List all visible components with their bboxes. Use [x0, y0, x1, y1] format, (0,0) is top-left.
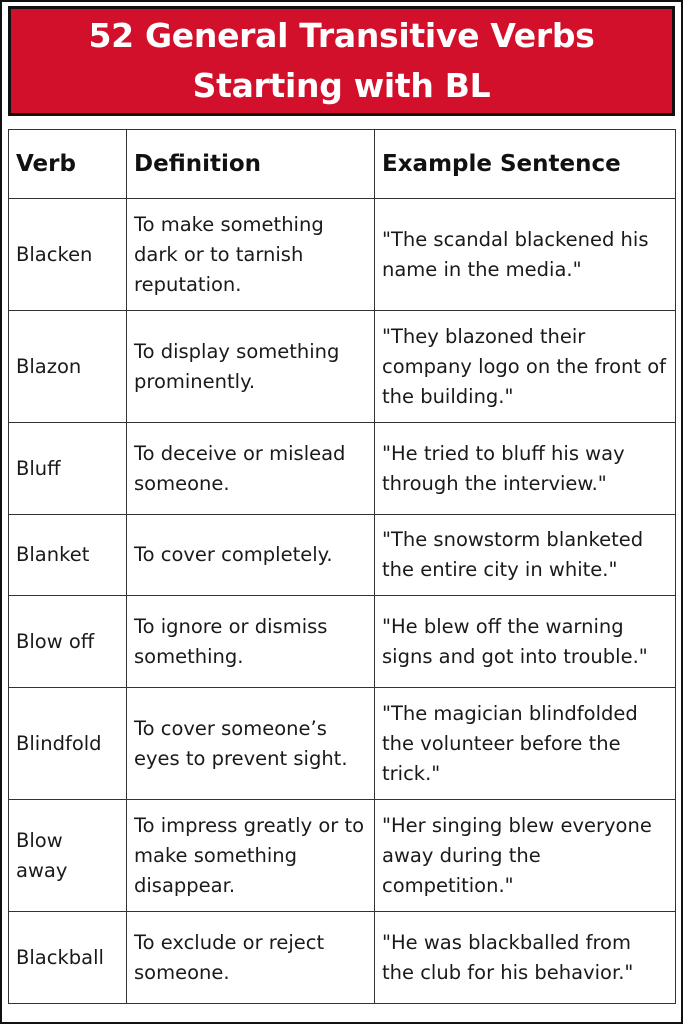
table-row — [9, 515, 676, 596]
table-row — [9, 912, 676, 1004]
verb-cell: Blackball — [9, 912, 127, 1004]
definition-cell: To display something prominently. — [127, 311, 375, 423]
table-row — [9, 800, 676, 912]
example-cell: "The snowstorm blanketed the entire city in white." — [375, 515, 676, 596]
verb-cell: Blindfold — [9, 688, 127, 800]
verb-cell: Blazon — [9, 311, 127, 423]
table-row — [9, 199, 676, 311]
example-cell: "Her singing blew everyone away during the competition." — [375, 800, 676, 912]
definition-cell: To exclude or reject someone. — [127, 912, 375, 1004]
verb-cell: Blow off — [9, 596, 127, 688]
title-line-2: Starting with BL — [192, 66, 491, 105]
definition-cell: To deceive or mislead someone. — [127, 423, 375, 515]
verb-cell: Blow away — [9, 800, 127, 912]
table-row — [9, 688, 676, 800]
table-header-row — [9, 130, 676, 199]
definition-cell: To impress greatly or to make something disappear. — [127, 800, 375, 912]
table-row — [9, 596, 676, 688]
header-definition: Definition — [127, 130, 375, 199]
example-cell: "He was blackballed from the club for his behavior." — [375, 912, 676, 1004]
title-line-1: 52 General Transitive Verbs — [88, 16, 595, 55]
definition-cell: To ignore or dismiss something. — [127, 596, 375, 688]
header-example: Example Sentence — [375, 130, 676, 199]
definition-cell: To cover completely. — [127, 515, 375, 596]
example-cell: "They blazoned their company logo on the front of the building." — [375, 311, 676, 423]
verbs-table — [8, 129, 676, 1004]
example-cell: "He blew off the warning signs and got into trouble." — [375, 596, 676, 688]
header-verb: Verb — [9, 130, 127, 199]
table-row — [9, 423, 676, 515]
definition-cell: To cover someone’s eyes to prevent sight. — [127, 688, 375, 800]
verb-cell: Blanket — [9, 515, 127, 596]
definition-cell: To make something dark or to tarnish reputation. — [127, 199, 375, 311]
verb-cell: Bluff — [9, 423, 127, 515]
example-cell: "He tried to bluff his way through the interview." — [375, 423, 676, 515]
title-banner — [8, 6, 675, 116]
verb-cell: Blacken — [9, 199, 127, 311]
table-row — [9, 311, 676, 423]
example-cell: "The magician blindfolded the volunteer before the trick." — [375, 688, 676, 800]
example-cell: "The scandal blackened his name in the media." — [375, 199, 676, 311]
